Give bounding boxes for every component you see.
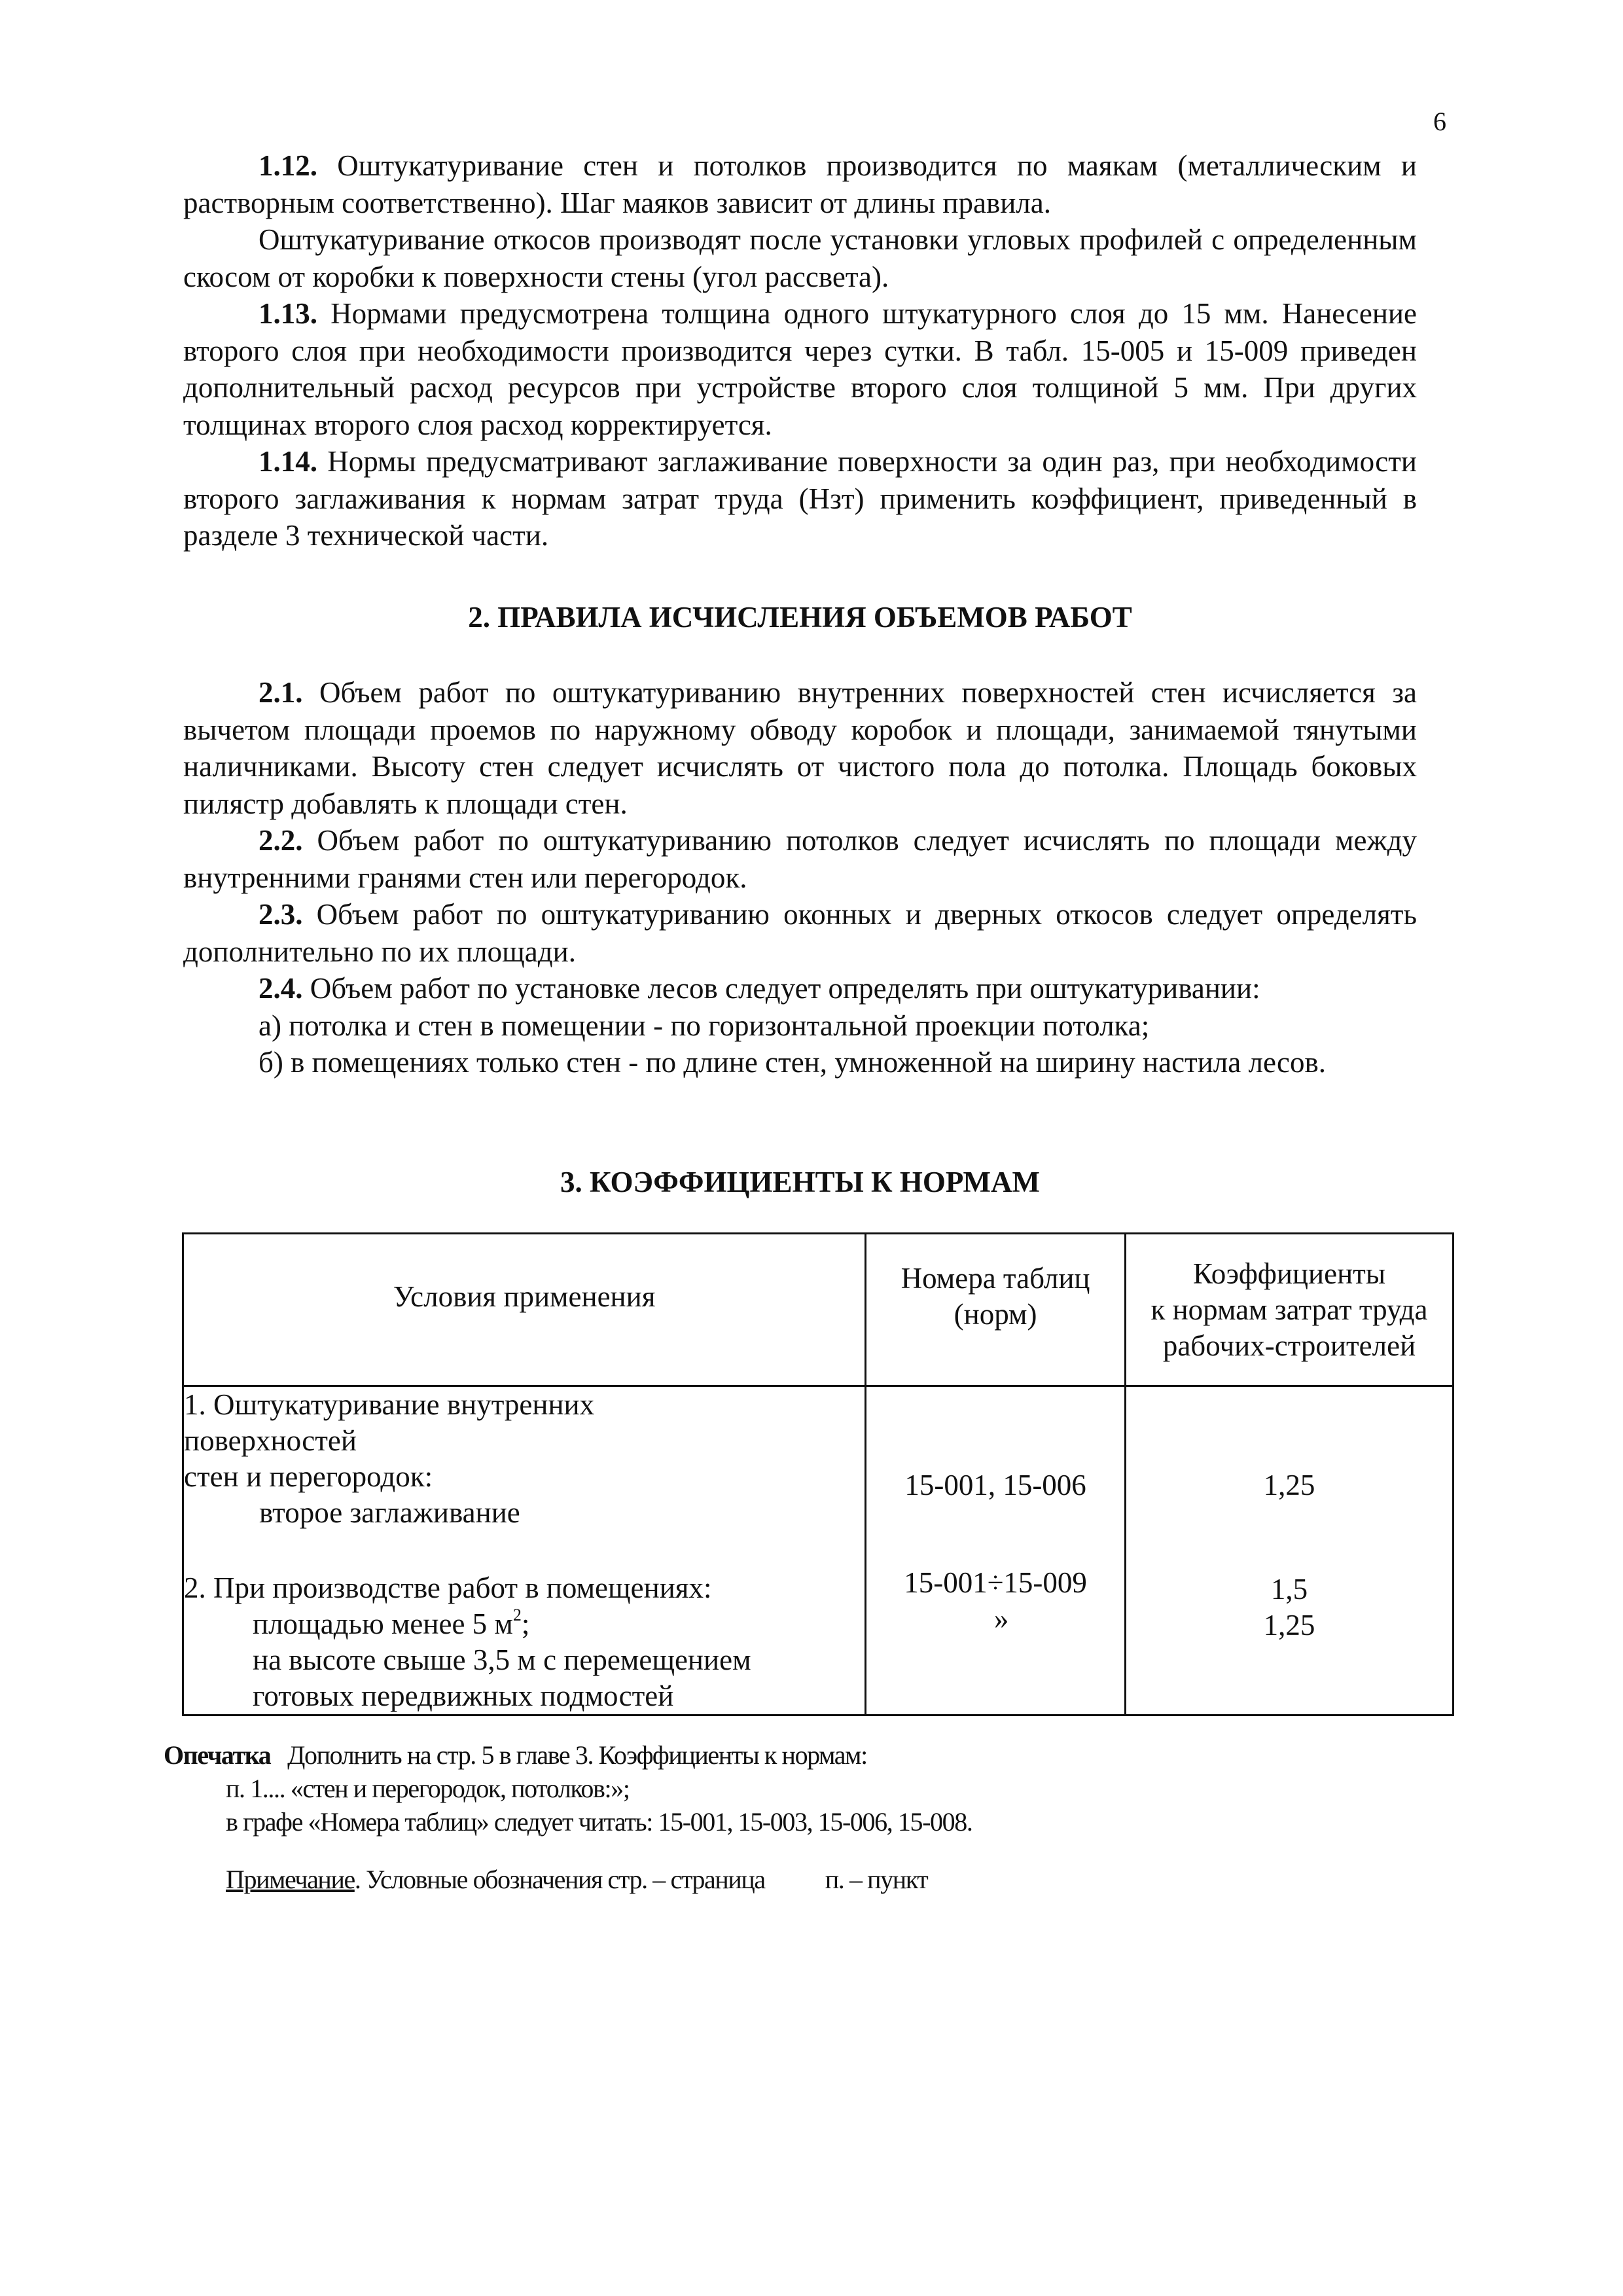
table-row [183,1386,1454,1715]
header-conditions: Условия применения [183,1234,866,1386]
paragraph-2-2 [183,822,1417,896]
paragraph-text: Объем работ по оштукатуриванию внутренних поверхностей стен исчисляется за вычетом площади проемов по наружному обводу коробок и площади, занимаемой тянутыми наличниками. Высоту стен следует исчислять от чистого пола до потолка. Площадь боковых пилястр добавлять к площади стен. [183,676,1417,820]
paragraph-text: Нормы предусматривают заглаживание поверхности за один раз, при необходимости второго заглаживания к нормам затрат труда (Нзт) применить коэффициент, приведенный в разделе 3 технической части. [183,445,1417,552]
coefficients-table [182,1232,1454,1716]
paragraph-text: Нормами предусмотрена толщина одного штукатурного слоя до 15 мм. Нанесение второго слоя при необходимости производится через сутки. В табл. 15-005 и 15-009 приведен дополнительный расход ресурсов при устройстве второго слоя толщиной 5 мм. При других толщинах второго слоя расход корректируется. [183,297,1417,441]
table-numbers-row2: 15-001÷15-009 » [904,1566,1087,1635]
paragraph-2-1 [183,674,1417,822]
paragraph-number: 2.1. [259,676,303,709]
condition-line: на высоте свыше 3,5 м с перемещением [253,1643,751,1676]
table-numbers-row1: 15-001, 15-006 [904,1469,1086,1501]
coefficient-row1: 1,25 [1263,1469,1315,1501]
paragraph-2-4-b [183,1044,1417,1081]
paragraph-text: Объем работ по оштукатуриванию оконных и дверных откосов следует определять дополнительно по их площади. [183,898,1417,968]
paragraph-1-12 [183,147,1417,221]
section-2-heading: 2. ПРАВИЛА ИСЧИСЛЕНИЯ ОБЪЕМОВ РАБОТ [468,601,1132,634]
condition-line: поверхностей [184,1424,357,1457]
paragraph-text: Объем работ по установке лесов следует определять при оштукатуривании: [310,972,1260,1005]
condition-line: 2. При производстве работ в помещениях: [184,1571,712,1604]
coefficient-row2: 1,5 1,25 [1263,1573,1315,1641]
intro-section [183,147,1417,554]
section-3-heading: 3. КОЭФФИЦИЕНТЫ К НОРМАМ [560,1166,1040,1198]
paragraph-text: б) в помещениях только стен - по длине стен, умноженной на ширину настила лесов. [259,1046,1327,1079]
paragraph-1-14 [183,443,1417,554]
erratum-block [164,1738,1407,1839]
table-numbers-cell [866,1386,1126,1715]
condition-line: стен и перегородок: [184,1460,433,1493]
erratum-line: Опечатка Дополнить на стр. 5 в главе 3. Коэффициенты к нормам: [164,1740,867,1770]
paragraph-text: Объем работ по оштукатуриванию потолков следует исчислять по площади между внутренними гранями стен или перегородок. [183,824,1417,894]
header-table-numbers: Номера таблиц (норм) [866,1234,1126,1386]
section-2-body [183,674,1417,1081]
note-line: Примечание. Условные обозначения стр. – страница п. – пункт [226,1865,928,1894]
paragraph-number: 1.12. [259,149,317,182]
paragraph-text: а) потолка и стен в помещении - по горизонтальной проекции потолка; [259,1009,1150,1042]
conditions-cell [183,1386,866,1715]
table-header-row [183,1234,1454,1386]
paragraph-number: 2.4. [259,972,303,1005]
paragraph-number: 2.2. [259,824,303,857]
paragraph-2-4 [183,970,1417,1007]
paragraph-text: Оштукатуривание откосов производят после установки угловых профилей с определенным скосом от коробки к поверхности стены (угол рассвета). [183,223,1417,293]
erratum-label: Опечатка [164,1740,271,1770]
page-number: 6 [1433,107,1446,136]
header-coefficients: Коэффициенты к нормам затрат труда рабочих-строителей [1125,1234,1453,1386]
paragraph-number: 1.14. [259,445,317,478]
condition-line: 1. Оштукатуривание внутренних [184,1388,595,1421]
coefficients-cell [1125,1386,1453,1715]
paragraph-number: 2.3. [259,898,303,931]
paragraph-text: Оштукатуривание стен и потолков производится по маякам (металлическим и растворным соответственно). Шаг маяков зависит от длины правила. [183,149,1418,219]
note-label: Примечание [226,1865,355,1894]
condition-line: готовых передвижных подмостей [253,1679,674,1712]
paragraph-number: 1.13. [259,297,317,330]
paragraph-2-4-a [183,1007,1417,1045]
paragraph-1-13 [183,295,1417,443]
paragraph-1-12-cont [183,221,1417,295]
erratum-line: в графе «Номера таблиц» следует читать: 15-001, 15-003, 15-006, 15-008. [226,1807,972,1837]
erratum-line: п. 1.... «стен и перегородок, потолков:»; [226,1774,630,1803]
paragraph-2-3 [183,896,1417,970]
condition-line: второе заглаживание [259,1496,520,1529]
condition-line: площадью менее 5 $м^2$; [253,1605,530,1640]
